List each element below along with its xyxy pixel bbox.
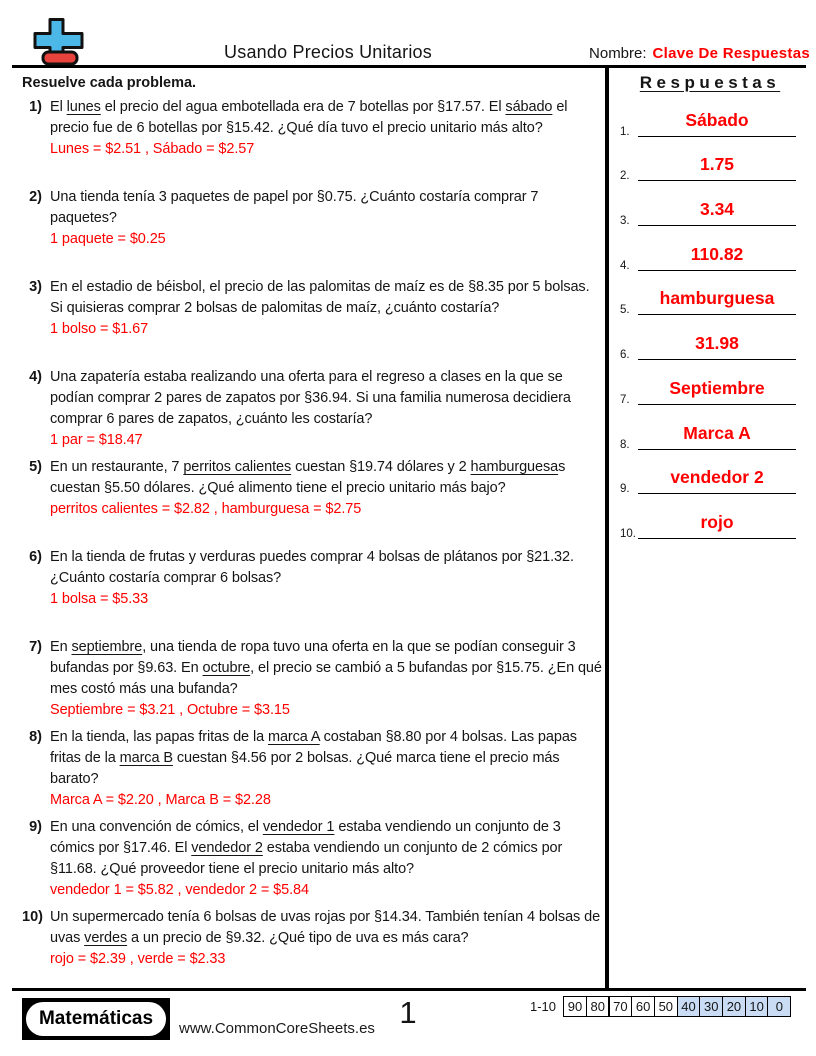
score-table (563, 996, 791, 1017)
page-number: 1 (399, 995, 417, 1030)
answer-number: 4. (620, 259, 630, 272)
answer-blank-line (638, 449, 796, 450)
problem-answer: Septiembre = $3.21 , Octubre = $3.15 (50, 702, 290, 718)
problem-item (22, 97, 606, 187)
instructions-text: Resuelve cada problema. (22, 75, 197, 91)
answer-number: 7. (620, 393, 630, 406)
answer-blank-line (638, 359, 796, 360)
header-rule (12, 65, 806, 68)
problem-item (22, 547, 606, 637)
problem-body (50, 817, 606, 901)
answer-value: 1.75 (699, 154, 735, 175)
score-range-label: 1-10 (530, 999, 557, 1014)
problem-text: Una tienda tenía 3 paquetes de papel por §0.75. ¿Cuánto costaría comprar 7 paquetes? (50, 189, 539, 226)
answer-item (612, 230, 808, 275)
problem-answer: 1 paquete = $0.25 (50, 231, 166, 247)
answer-value: hamburguesa (659, 288, 775, 309)
footer-rule (12, 988, 806, 991)
problem-number: 7) (29, 639, 42, 655)
problem-body (50, 907, 606, 970)
problem-number: 10) (22, 909, 43, 925)
problem-text: En la tienda, las papas fritas de la marca A costaban §8.80 por 4 bolsas. Las papas fritas de la marca B cuestan §4.56 por 2 bolsas. ¿Qué marca tiene el precio más barato? (50, 729, 577, 787)
problem-item (22, 187, 606, 277)
score-cell: 10 (745, 996, 769, 1017)
answer-value: 31.98 (695, 333, 739, 354)
problem-text: El lunes el precio del agua embotellada era de 7 botellas por §17.57. El sábado el precio fue de 6 botellas por §15.42. ¿Qué día tuvo el precio unitario más alto? (50, 99, 568, 136)
name-row (589, 45, 810, 62)
answer-value: Marca A (683, 422, 751, 443)
answer-item (612, 498, 808, 543)
problem-body (50, 187, 606, 250)
answer-item (612, 96, 808, 141)
problem-text: Una zapatería estaba realizando una oferta para el regreso a clases en la que se podían comprar 2 pares de zapatos por §36.94. Si una familia numerosa decidiera comprar 6 pares de zapatos, ¿cuánto les costaría? (50, 369, 571, 427)
score-cell: 40 (677, 996, 701, 1017)
problem-number: 2) (29, 189, 42, 205)
score-cell: 60 (631, 996, 655, 1017)
answer-item (612, 275, 808, 320)
problem-body (50, 277, 606, 340)
answer-blank-line (638, 404, 796, 405)
website-url: www.CommonCoreSheets.es (179, 1020, 375, 1037)
problem-item (22, 637, 606, 727)
problem-body (50, 97, 606, 160)
answer-number: 8. (620, 438, 630, 451)
brand-label: Matemáticas (26, 1002, 166, 1036)
problem-answer: rojo = $2.39 , verde = $2.33 (50, 951, 226, 967)
answer-blank-line (638, 538, 796, 539)
worksheet-title: Usando Precios Unitarios (224, 42, 432, 62)
answer-blank-line (638, 136, 796, 137)
answer-number: 9. (620, 483, 630, 496)
name-label: Nombre: (589, 45, 647, 62)
problem-answer: 1 bolso = $1.67 (50, 321, 149, 337)
score-cell: 30 (699, 996, 723, 1017)
problems-list (22, 97, 606, 997)
answers-list (612, 96, 808, 543)
answer-number: 10. (620, 527, 636, 540)
problem-text: En septiembre, una tienda de ropa tuvo una oferta en la que se podían conseguir 3 bufandas por §9.63. En octubre, el precio se cambió a 5 bufandas por §15.75. ¿En qué mes costó más una bufanda? (50, 639, 602, 697)
problem-body (50, 457, 606, 520)
problem-text: En la tienda de frutas y verduras puedes comprar 4 bolsas de plátanos por §21.32. ¿Cuánto costaría comprar 6 bolsas? (50, 549, 574, 586)
score-cell: 70 (608, 996, 632, 1017)
answer-item (612, 185, 808, 230)
problem-answer: Marca A = $2.20 , Marca B = $2.28 (50, 792, 271, 808)
problem-number: 6) (29, 549, 42, 565)
answer-blank-line (638, 225, 796, 226)
answer-item (612, 319, 808, 364)
problem-body (50, 727, 606, 811)
answer-value: Sábado (685, 109, 749, 130)
problem-number: 3) (29, 279, 42, 295)
problem-body (50, 637, 606, 721)
answer-number: 5. (620, 304, 630, 317)
answer-number: 6. (620, 349, 630, 362)
problem-answer: vendedor 1 = $5.82 , vendedor 2 = $5.84 (50, 882, 309, 898)
answer-blank-line (638, 493, 796, 494)
problem-text: En un restaurante, 7 perritos calientes cuestan §19.74 dólares y 2 hamburguesas cuestan §5.50 dólares. ¿Qué alimento tiene el precio unitario más bajo? (50, 459, 566, 496)
answer-item (612, 409, 808, 454)
answer-value: vendedor 2 (670, 467, 764, 488)
answer-number: 2. (620, 170, 630, 183)
problem-number: 4) (29, 369, 42, 385)
score-cell: 20 (722, 996, 746, 1017)
problem-item (22, 367, 606, 457)
problem-answer: Lunes = $2.51 , Sábado = $2.57 (50, 141, 255, 157)
answer-value: rojo (700, 511, 734, 532)
problem-number: 1) (29, 99, 42, 115)
answer-blank-line (638, 314, 796, 315)
problem-item (22, 277, 606, 367)
problem-body (50, 367, 606, 451)
answer-item (612, 141, 808, 186)
problem-number: 9) (29, 819, 42, 835)
answer-item (612, 364, 808, 409)
score-cell: 90 (563, 996, 587, 1017)
answer-value: 3.34 (699, 199, 735, 220)
answer-key-label: Clave De Respuestas (652, 45, 810, 62)
answer-blank-line (638, 270, 796, 271)
answer-number: 3. (620, 215, 630, 228)
problem-answer: 1 par = $18.47 (50, 432, 143, 448)
answer-value: 110.82 (690, 243, 744, 264)
answer-item (612, 454, 808, 499)
problem-answer: 1 bolsa = $5.33 (50, 591, 149, 607)
problem-item (22, 727, 606, 817)
problem-item (22, 817, 606, 907)
score-cell: 80 (586, 996, 610, 1017)
answer-blank-line (638, 180, 796, 181)
problem-text: En el estadio de béisbol, el precio de las palomitas de maíz es de §8.35 por 5 bolsas. Si quisieras comprar 2 bolsas de palomitas de maíz, ¿cuánto costaría? (50, 279, 590, 316)
problem-number: 8) (29, 729, 42, 745)
score-cell: 50 (654, 996, 678, 1017)
answer-number: 1. (620, 125, 630, 138)
answer-value: Septiembre (669, 377, 765, 398)
problem-text: Un supermercado tenía 6 bolsas de uvas rojas por §14.34. También tenían 4 bolsas de uvas verdes a un precio de §9.32. ¿Qué tipo de uva es más cara? (50, 909, 601, 946)
problem-text: En una convención de cómics, el vendedor 1 estaba vendiendo un conjunto de 3 cómics por §17.46. El vendedor 2 estaba vendiendo un conjunto de 2 cómics por §11.68. ¿Qué proveedor tiene el precio unitario más alto? (50, 819, 563, 877)
answers-panel-title: Respuestas (639, 73, 781, 92)
problem-item (22, 907, 606, 997)
score-cell: 0 (767, 996, 791, 1017)
problem-answer: perritos calientes = $2.82 , hamburguesa = $2.75 (50, 501, 362, 517)
brand-badge (22, 998, 170, 1040)
problem-item (22, 457, 606, 547)
problem-number: 5) (29, 459, 42, 475)
column-divider (605, 67, 609, 988)
problem-body (50, 547, 606, 610)
